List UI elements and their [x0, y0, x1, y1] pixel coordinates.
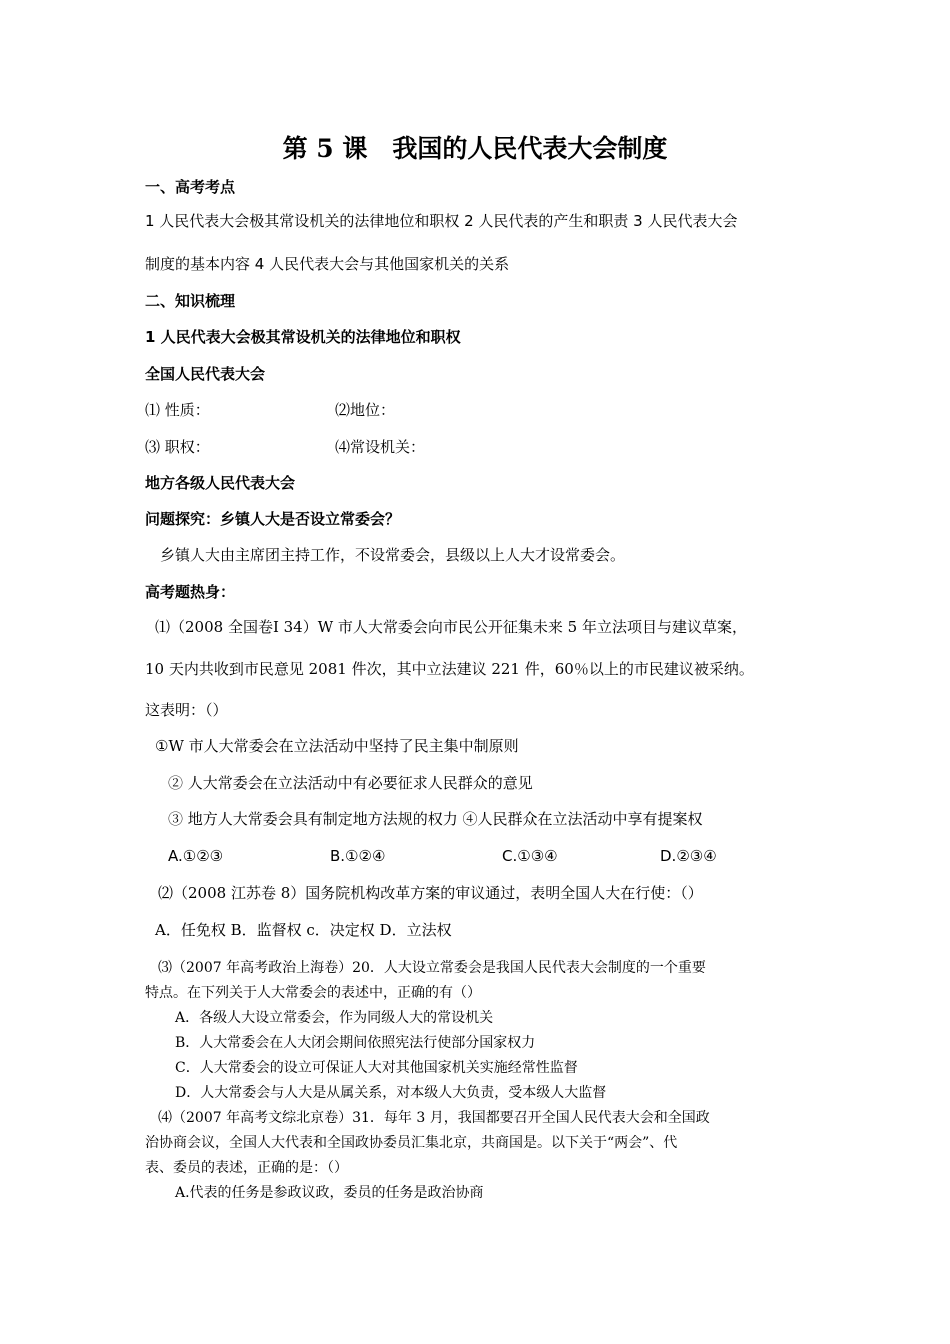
npc-heading: 全国人民代表大会	[145, 365, 266, 383]
q1-statement-3: ③ 地方人大常委会具有制定地方法规的权力 ④人民群众在立法活动中享有提案权	[168, 810, 703, 828]
local-congress-heading: 地方各级人民代表大会	[145, 474, 296, 492]
item-status: ⑵地位：	[335, 401, 396, 419]
q3-stem-line-2: 特点。在下列关于人大常委会的表述中，正确的有（）	[145, 985, 481, 1001]
q3-option-a: A．各级人大设立常委会，作为同级人大的常设机关	[175, 1010, 494, 1026]
q3-option-b: B．人大常委会在人大闭会期间依照宪法行使部分国家权力	[175, 1035, 536, 1051]
q4-stem-line-3: 表、委员的表述，正确的是：（）	[145, 1160, 348, 1176]
item-nature: ⑴ 性质：	[145, 401, 210, 419]
q3-stem-line-1: ⑶（2007 年高考政治上海卷）20．人大设立常委会是我国人民代表大会制度的一个重要	[158, 960, 706, 976]
q1-choice-d: D.②③④	[660, 847, 717, 865]
q1-choice-a: A.①②③	[168, 847, 224, 865]
q1-stem-line-2: 10 天内共收到市民意见 2081 件次，其中立法建议 221 件，60％以上的市民建议被采纳。	[145, 660, 754, 678]
q2-options: A．任免权 B．监督权 c．决定权 D．立法权	[155, 921, 452, 939]
q4-stem-line-1: ⑷（2007 年高考文综北京卷）31．每年 3 月，我国都要召开全国人民代表大会和全国政	[158, 1110, 710, 1126]
q2-stem: ⑵（2008 江苏卷 8）国务院机构改革方案的审议通过，表明全国人大在行使：（）	[158, 884, 703, 902]
exam-warmup-title: 高考题热身：	[145, 583, 236, 601]
inquiry-title: 问题探究：乡镇人大是否设立常委会？	[145, 510, 401, 528]
q4-option-a: A.代表的任务是参政议政，委员的任务是政治协商	[175, 1185, 484, 1201]
q1-stem-line-3: 这表明：（）	[145, 701, 228, 719]
inquiry-answer: 乡镇人大由主席团主持工作，不设常委会，县级以上人大才设常委会。	[160, 546, 626, 564]
page-title: 第 5 课 我国的人民代表大会制度	[282, 134, 668, 163]
section-heading-knowledge: 二、知识梳理	[145, 292, 236, 310]
knowledge-subheading-1: 1 人民代表大会极其常设机关的法律地位和职权	[145, 328, 461, 346]
exam-points-line-1: 1 人民代表大会极其常设机关的法律地位和职权 2 人民代表的产生和职责 3 人民代表大会	[145, 212, 738, 230]
q1-stem-line-1: ⑴（2008 全国卷Ⅰ 34）W 市人大常委会向市民公开征集未来 5 年立法项目与建议草案，	[155, 618, 747, 636]
q1-statement-1: ①W 市人大常委会在立法活动中坚持了民主集中制原则	[155, 737, 519, 755]
q1-statement-2: ② 人大常委会在立法活动中有必要征求人民群众的意见	[168, 774, 533, 792]
exam-points-line-2: 制度的基本内容 4 人民代表大会与其他国家机关的关系	[145, 255, 510, 273]
q3-option-d: D．人大常委会与人大是从属关系，对本级人大负责，受本级人大监督	[175, 1085, 607, 1101]
q1-choice-c: C.①③④	[502, 847, 558, 865]
item-powers: ⑶ 职权：	[145, 438, 210, 456]
item-standing-organ: ⑷常设机关：	[335, 438, 426, 456]
q1-choice-b: B.①②④	[330, 847, 386, 865]
q3-option-c: C．人大常委会的设立可保证人大对其他国家机关实施经常性监督	[175, 1060, 578, 1076]
section-heading-exam-points: 一、高考考点	[145, 178, 236, 196]
q4-stem-line-2: 治协商会议，全国人大代表和全国政协委员汇集北京，共商国是。以下关于“两会”、代	[145, 1135, 678, 1151]
